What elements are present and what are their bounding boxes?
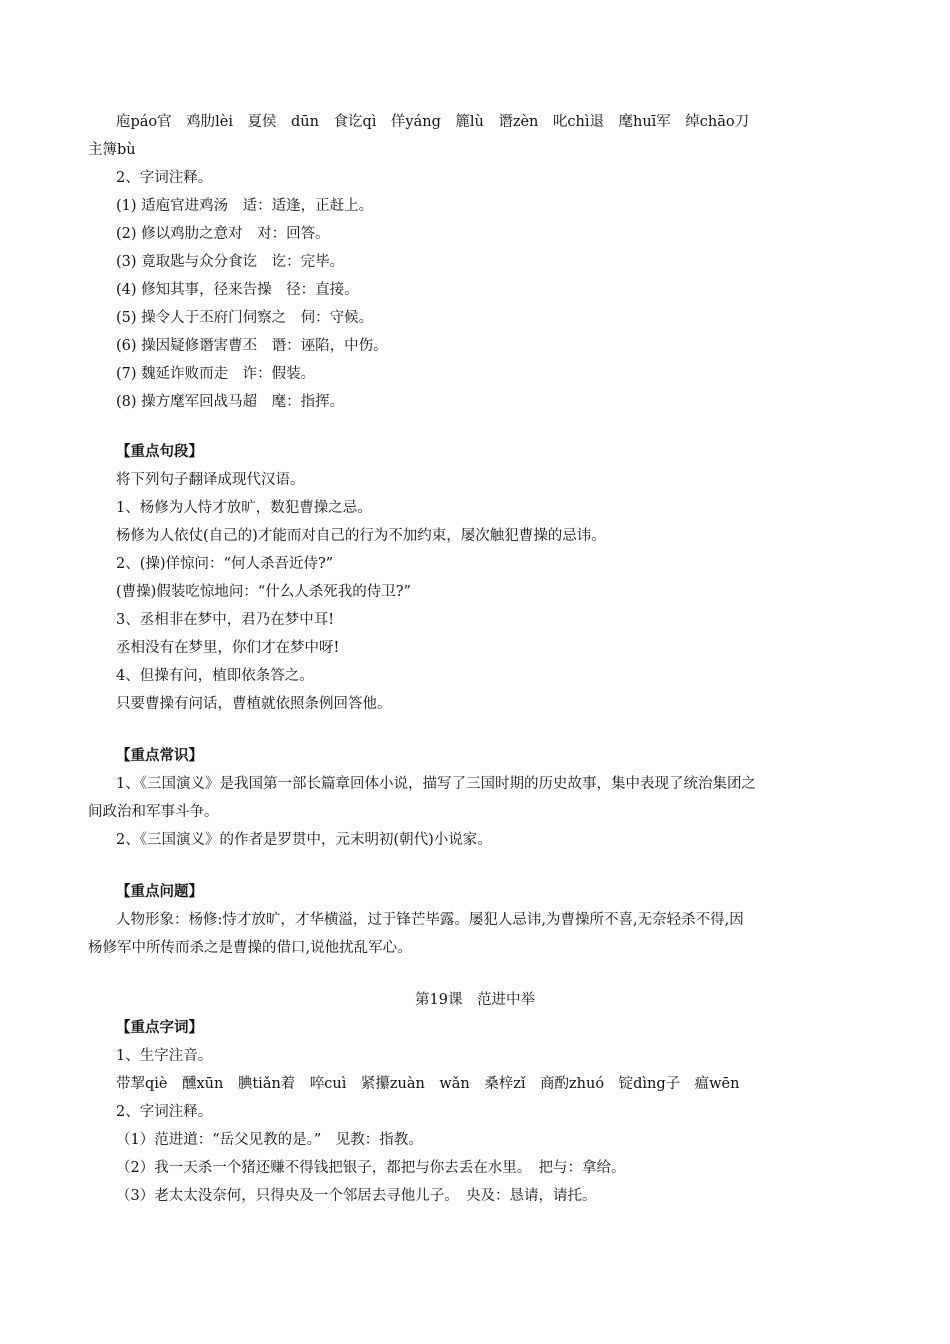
- instruction: 将下列句子翻译成现代汉语。: [116, 472, 305, 488]
- lesson-title: 第19课 范进中举: [415, 992, 535, 1008]
- translation-4: 只要曹操有问话，曹植就依照条例回答他。: [116, 696, 392, 712]
- heading-key-sentences: 【重点句段】: [116, 443, 203, 460]
- phonetic-title: 1、生字注音。: [116, 1048, 213, 1064]
- translation-1: 杨修为人依仗(自己的)才能而对自己的行为不加约束，屡次触犯曹操的忌讳。: [116, 528, 606, 544]
- pinyin-line-2: 带挈qiè 醺xūn 腆tiǎn着 啐cuì 紧攥zuàn wǎn 桑梓zǐ 商酌zhuó 锭dìng子 瘟wēn: [116, 1076, 740, 1092]
- annotation-2: （2）我一天杀一个猪还赚不得钱把银子，都把与你去丢在水里。 把与：拿给。: [116, 1160, 626, 1176]
- sentence-2: 2、(操)佯惊问：“何人杀吾近侍?”: [116, 556, 334, 572]
- note-item-7: (7) 魏延诈败而走 诈：假装。: [116, 366, 316, 382]
- sentence-3: 3、丞相非在梦中，君乃在梦中耳!: [116, 612, 335, 628]
- note-item-1: (1) 适庖官进鸡汤 适：适逢，正赶上。: [116, 198, 374, 214]
- knowledge-1-cont: 间政治和军事斗争。: [88, 804, 219, 820]
- heading-key-knowledge: 【重点常识】: [116, 747, 203, 764]
- annotation-title: 2、字词注释。: [116, 1104, 213, 1120]
- sentence-4: 4、但操有问，植即依条答之。: [116, 668, 314, 684]
- note-item-4: (4) 修知其事，径来告操 径：直接。: [116, 282, 359, 298]
- pinyin-line-1: 庖páo官 鸡肋lèi 夏侯 dūn 食讫qì 佯yáng 簏lù 谮zèn 叱chì退 麾huī军 绰chāo刀: [116, 114, 750, 130]
- note-item-5: (5) 操令人于丕府门伺察之 伺：守候。: [116, 310, 374, 326]
- annotation-1: （1）范进道：“岳父见教的是。” 见教：指教。: [116, 1132, 423, 1148]
- pinyin-line-1-cont: 主簿bù: [88, 142, 136, 158]
- section-item-2: 2、字词注释。: [116, 170, 213, 186]
- annotation-3: （3）老太太没奈何，只得央及一个邻居去寻他儿子。 央及：恳请，请托。: [116, 1188, 597, 1204]
- question-answer-cont: 杨修军中所传而杀之是曹操的借口,说他扰乱军心。: [88, 940, 412, 956]
- note-item-2: (2) 修以鸡肋之意对 对：回答。: [116, 226, 330, 242]
- question-answer: 人物形象：杨修:恃才放旷，才华横溢，过于锋芒毕露。屡犯人忌讳,为曹操所不喜,无奈轻杀不得,因: [116, 912, 744, 928]
- note-item-8: (8) 操方麾军回战马超 麾：指挥。: [116, 394, 345, 410]
- heading-key-words: 【重点字词】: [116, 1019, 203, 1036]
- heading-key-questions: 【重点问题】: [116, 883, 203, 900]
- note-item-3: (3) 竟取匙与众分食讫 讫：完毕。: [116, 254, 345, 270]
- translation-2: (曹操)假装吃惊地问：“什么人杀死我的侍卫?”: [116, 584, 411, 600]
- note-item-6: (6) 操因疑修谮害曹丕 谮：诬陷，中伤。: [116, 338, 388, 354]
- knowledge-2: 2、《三国演义》的作者是罗贯中，元末明初(朝代)小说家。: [116, 832, 492, 848]
- translation-3: 丞相没有在梦里，你们才在梦中呀!: [116, 640, 340, 656]
- sentence-1: 1、杨修为人恃才放旷，数犯曹操之忌。: [116, 500, 372, 516]
- knowledge-1: 1、《三国演义》是我国第一部长篇章回体小说，描写了三国时期的历史故事，集中表现了统治集团之: [116, 776, 756, 792]
